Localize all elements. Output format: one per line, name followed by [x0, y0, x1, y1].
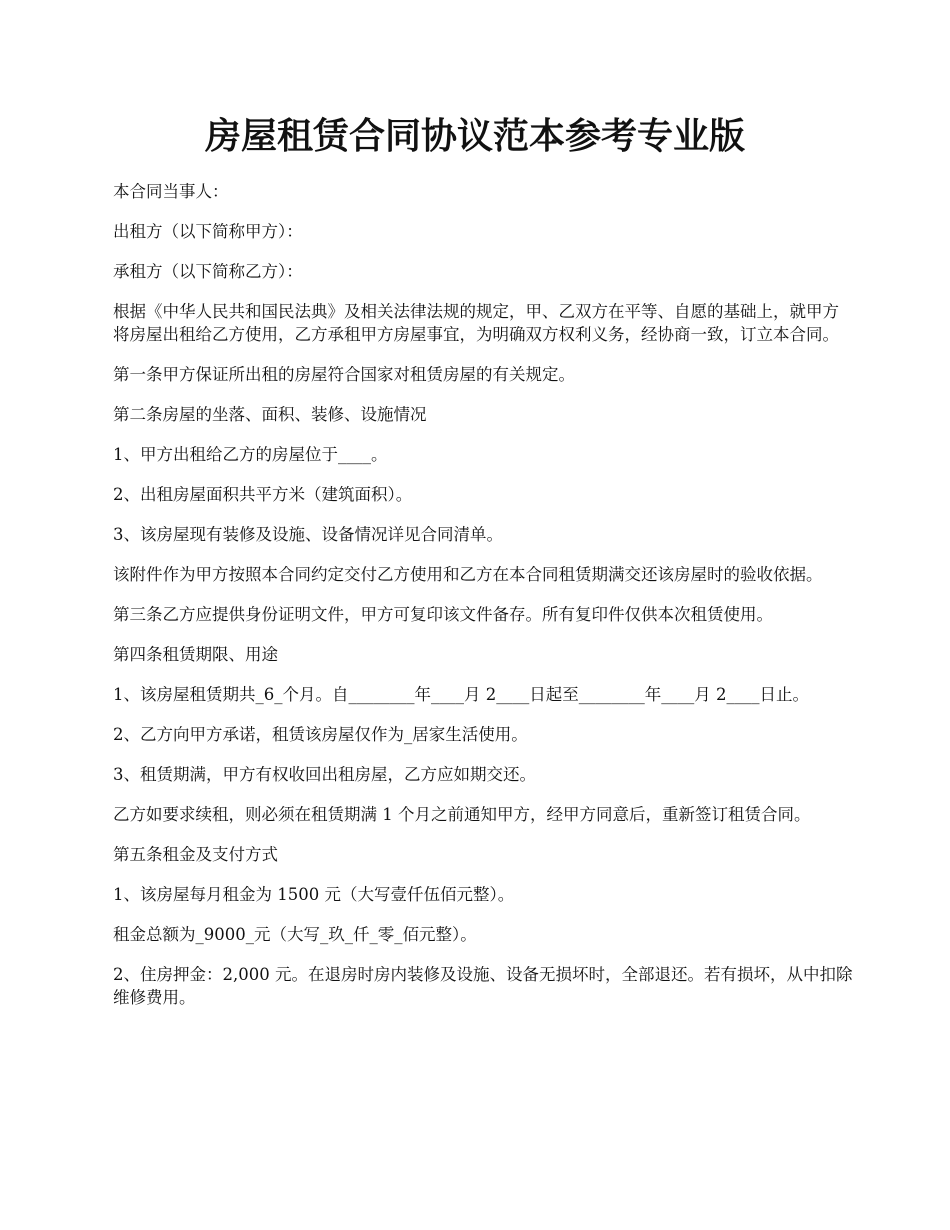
paragraph-lessor: 出租方（以下简称甲方）： — [113, 222, 303, 241]
paragraph-article-2-item-1: 1、甲方出租给乙方的房屋位于____。 — [113, 445, 388, 464]
paragraph-article-2-heading: 第二条房屋的坐落、面积、装修、设施情况 — [113, 405, 427, 424]
paragraph-rent-total: 租金总额为_9000_元（大写_玖_仟_零_佰元整）。 — [113, 925, 477, 944]
paragraph-article-2-item-2: 2、出租房屋面积共平方米（建筑面积）。 — [113, 485, 413, 504]
paragraph-article-5-heading: 第五条租金及支付方式 — [113, 845, 278, 864]
paragraph-preamble: 根据《中华人民共和国民法典》及相关法律法规的规定，甲、乙双方在平等、自愿的基础上，就甲方将房屋出租给乙方使用，乙方承租甲方房屋事宜，为明确双方权利义务，经协商一致，订立本合同。 — [113, 302, 839, 344]
paragraph-article-4-item-1: 1、该房屋租赁期共_6_个月。自________年____月 2____日起至________年____月 2____日止。 — [113, 685, 809, 704]
paragraph-renewal-note: 乙方如要求续租，则必须在租赁期满 1 个月之前通知甲方，经甲方同意后，重新签订租赁合同。 — [113, 805, 811, 824]
paragraph-article-4-item-2: 2、乙方向甲方承诺，租赁该房屋仅作为_居家生活使用。 — [113, 725, 528, 744]
paragraph-article-2-item-3: 3、该房屋现有装修及设施、设备情况详见合同清单。 — [113, 525, 503, 544]
paragraph-lessee: 承租方（以下简称乙方）： — [113, 262, 303, 281]
document-body — [113, 180, 853, 1026]
document-title: 房屋租赁合同协议范本参考专业版 — [204, 115, 745, 157]
paragraph-article-5-item-1: 1、该房屋每月租金为 1500 元（大写壹仟伍佰元整）。 — [113, 885, 515, 904]
paragraph-article-3: 第三条乙方应提供身份证明文件，甲方可复印该文件备存。所有复印件仅供本次租赁使用。 — [113, 605, 773, 624]
paragraph-article-5-item-2: 2、住房押金：2,000 元。在退房时房内装修及设施、设备无损坏时，全部退还。若有损坏，从中扣除维修费用。 — [113, 965, 853, 1007]
paragraph-article-4-heading: 第四条租赁期限、用途 — [113, 645, 278, 664]
paragraph-attachment-note: 该附件作为甲方按照本合同约定交付乙方使用和乙方在本合同租赁期满交还该房屋时的验收依据。 — [113, 565, 823, 584]
paragraph-article-4-item-3: 3、租赁期满，甲方有权收回出租房屋，乙方应如期交还。 — [113, 765, 536, 784]
paragraph-parties-intro: 本合同当事人： — [113, 182, 229, 201]
paragraph-article-1: 第一条甲方保证所出租的房屋符合国家对租赁房屋的有关规定。 — [113, 365, 575, 384]
